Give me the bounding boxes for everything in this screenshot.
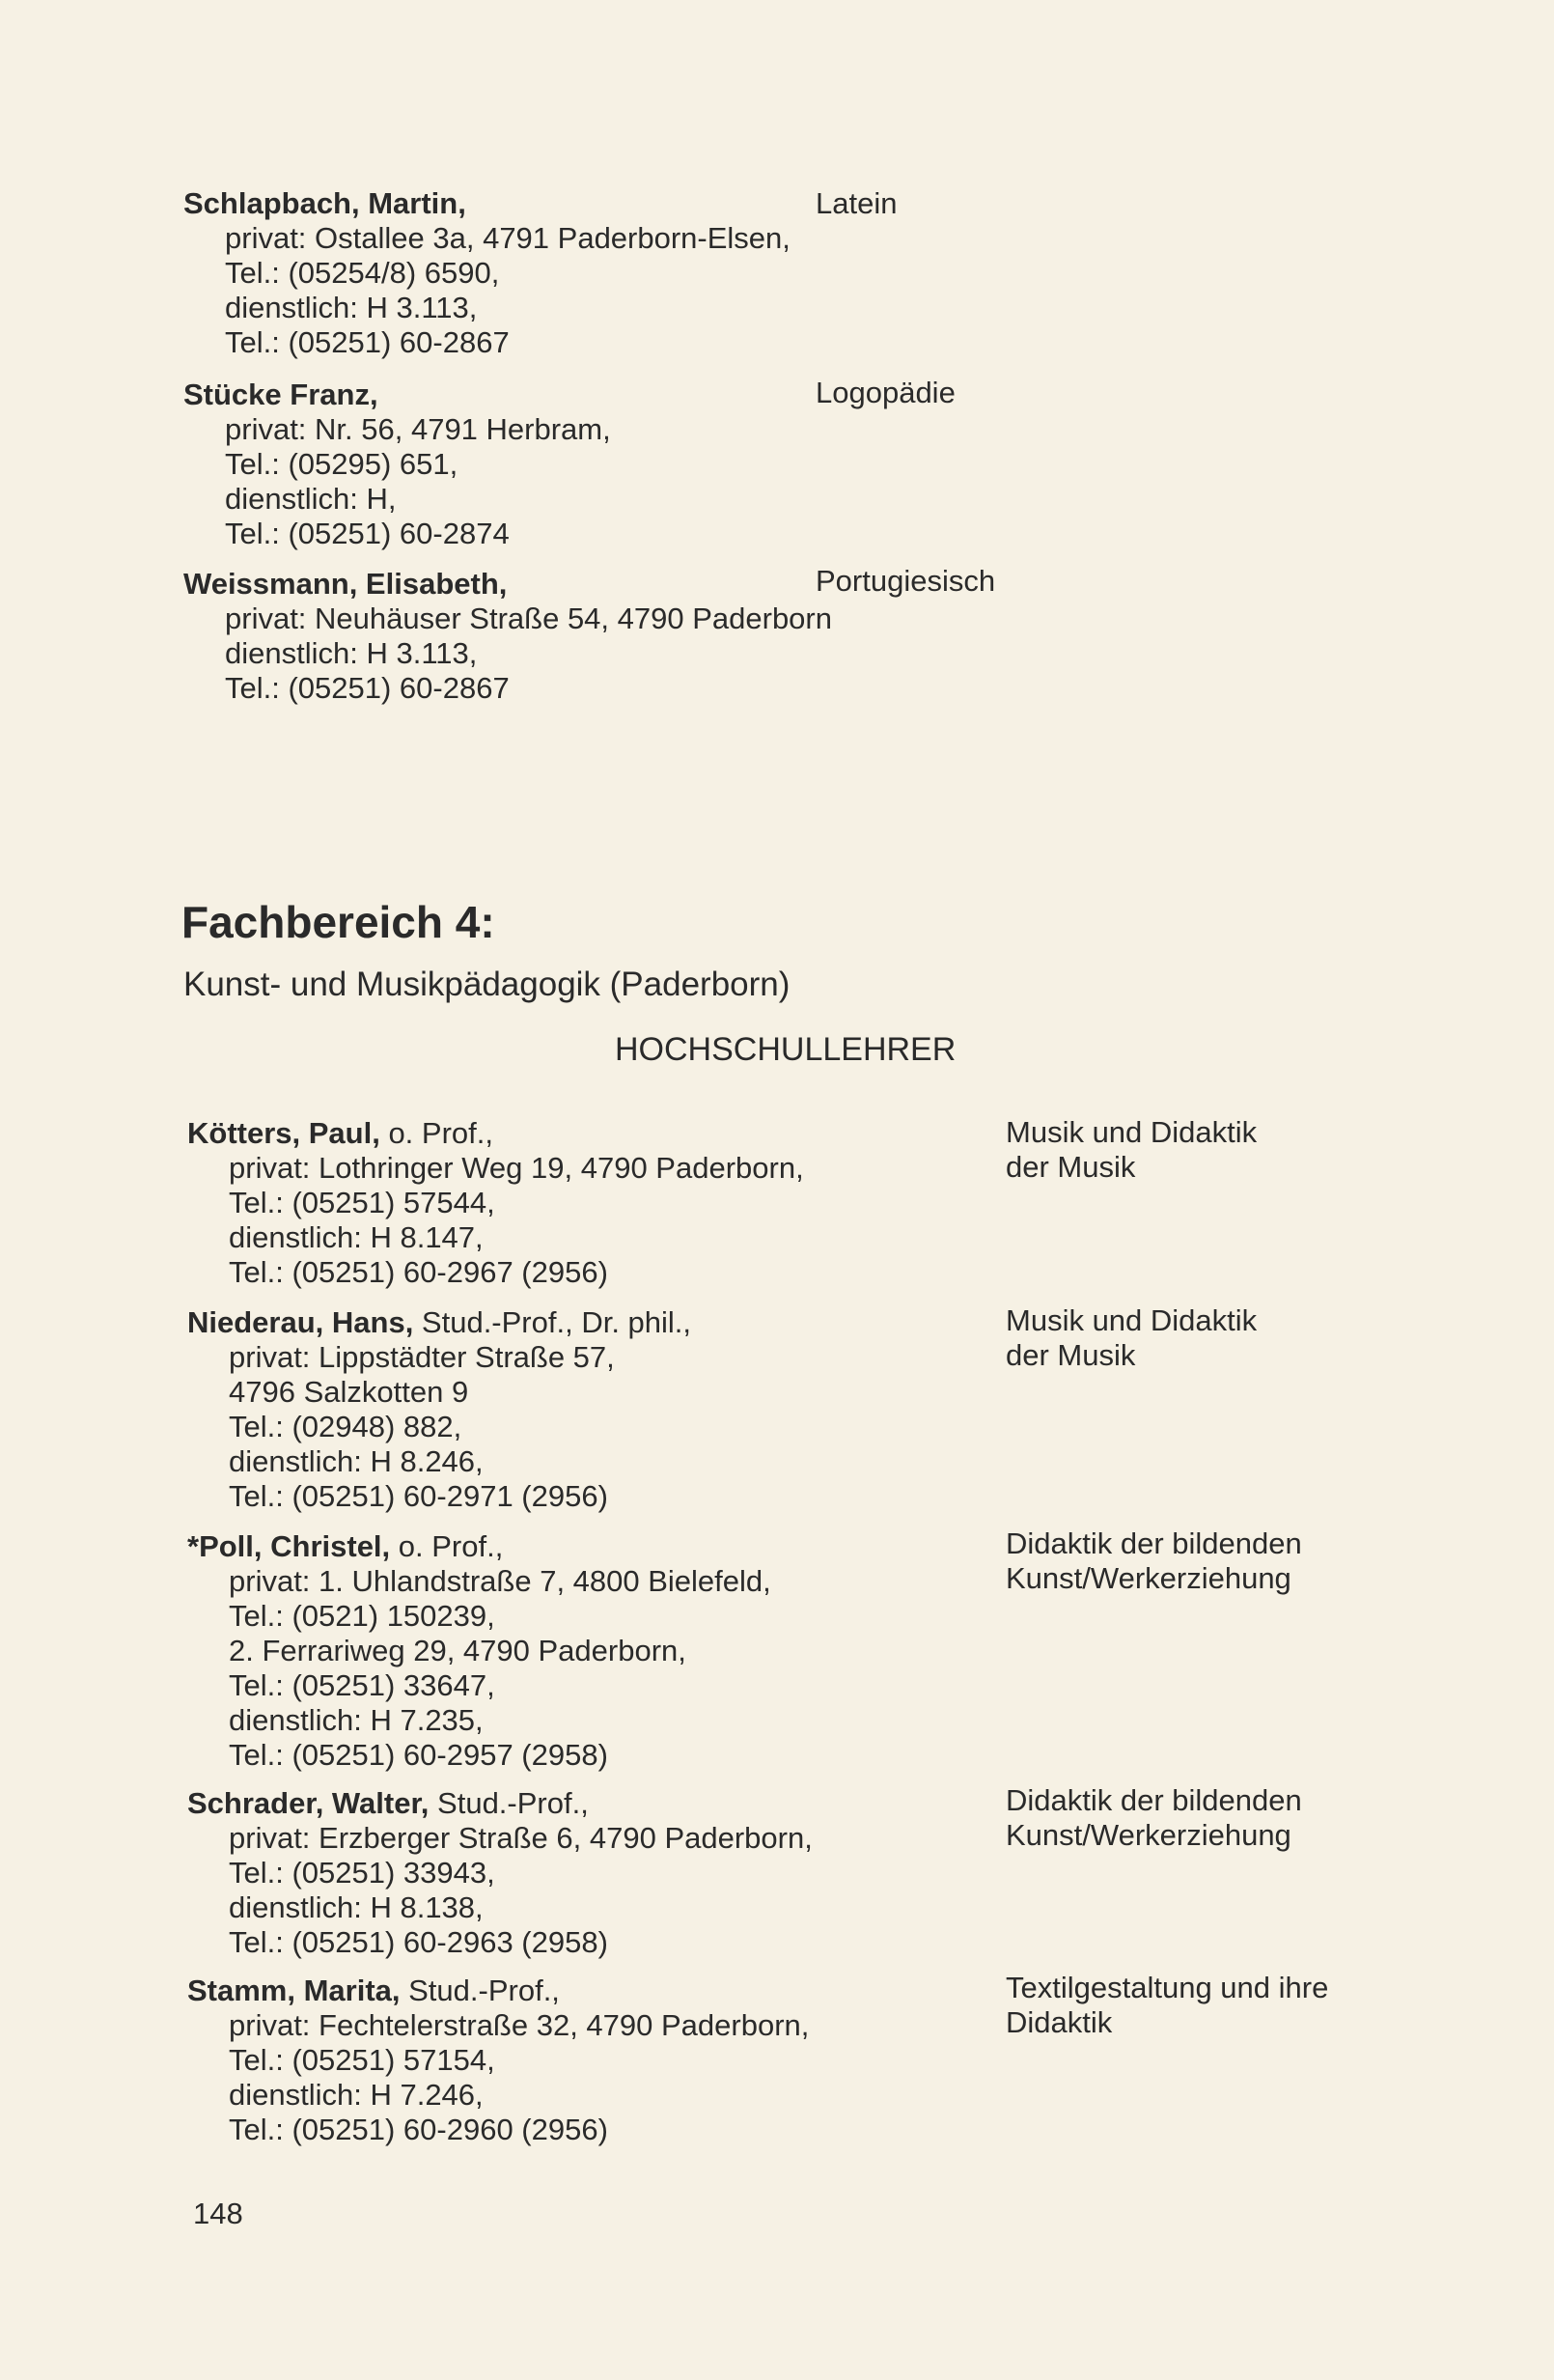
- phone-line: Tel.: (05251) 60-2960 (2956): [229, 2113, 608, 2146]
- address-line: 4796 Salzkotten 9: [229, 1375, 469, 1409]
- staff-entry: [187, 1116, 1539, 1290]
- subject-line: Musik und Didaktik: [1006, 1303, 1258, 1337]
- person-title: Stud.-Prof.,: [429, 1786, 589, 1820]
- address-line: privat: 1. Uhlandstraße 7, 4800 Bielefeld,: [229, 1564, 771, 1598]
- phone-line: Tel.: (05251) 60-2967 (2956): [229, 1255, 608, 1289]
- subject-line: Kunst/Werkerziehung: [1006, 1818, 1291, 1852]
- office-line: dienstlich: H 8.138,: [229, 1890, 484, 1924]
- staff-entry: [187, 1974, 1539, 2147]
- address-line: privat: Fechtelerstraße 32, 4790 Paderborn,: [229, 2008, 810, 2042]
- office-line: dienstlich: H 7.235,: [229, 1703, 484, 1737]
- phone-line: Tel.: (05251) 60-2971 (2956): [229, 1479, 608, 1513]
- office-line: dienstlich: H 7.246,: [229, 2078, 484, 2112]
- subject-line: der Musik: [1006, 1150, 1136, 1184]
- address-line: privat: Lippstädter Straße 57,: [229, 1340, 615, 1374]
- person-name: Schlapbach, Martin,: [183, 186, 466, 220]
- subject-line: der Musik: [1006, 1338, 1136, 1372]
- phone-line: Tel.: (05251) 60-2963 (2958): [229, 1925, 608, 1959]
- subject-line: Didaktik der bildenden: [1006, 1526, 1302, 1560]
- staff-entry: [187, 1305, 1539, 1514]
- entry-header: [187, 1786, 1539, 1821]
- person-title: Stud.-Prof., Dr. phil.,: [413, 1305, 692, 1339]
- phone-line: Tel.: (05251) 33943,: [229, 1856, 495, 1890]
- phone-line: Tel.: (05251) 33647,: [229, 1668, 495, 1702]
- person-name: Stücke Franz,: [183, 378, 378, 411]
- entry-header: [187, 1116, 1539, 1151]
- subject-label: [1006, 1526, 1302, 1596]
- subject-label: [1006, 1971, 1328, 2040]
- subject-label: [1006, 1783, 1302, 1853]
- subject-label: [816, 186, 897, 221]
- person-title: Stud.-Prof.,: [400, 1974, 560, 2007]
- subject-line: Portugiesisch: [816, 564, 996, 598]
- staff-entry: [187, 1786, 1539, 1960]
- phone-line: Tel.: (05251) 60-2867: [225, 325, 510, 359]
- person-name: Weissmann, Elisabeth,: [183, 567, 508, 601]
- address-line: privat: Erzberger Straße 6, 4790 Paderborn,: [229, 1821, 813, 1855]
- subject-line: Didaktik: [1006, 2005, 1113, 2039]
- office-line: dienstlich: H 8.246,: [229, 1444, 484, 1478]
- phone-line: Tel.: (02948) 882,: [229, 1410, 462, 1443]
- phone-line: Tel.: (05251) 60-2867: [225, 671, 510, 705]
- section-title: Fachbereich 4:: [181, 897, 495, 947]
- subject-line: Musik und Didaktik: [1006, 1115, 1258, 1149]
- person-title: o. Prof.,: [390, 1529, 504, 1563]
- address-line: privat: Nr. 56, 4791 Herbram,: [225, 412, 611, 446]
- phone-line: Tel.: (05251) 60-2874: [225, 517, 510, 550]
- person-name: Schrader, Walter,: [187, 1786, 430, 1820]
- person-name: Niederau, Hans,: [187, 1305, 414, 1339]
- subject-label: [816, 564, 995, 599]
- entry-header: [187, 1974, 1539, 2008]
- office-line: dienstlich: H 3.113,: [225, 291, 478, 324]
- person-name: Stamm, Marita,: [187, 1974, 401, 2007]
- person-name: *Poll, Christel,: [187, 1529, 391, 1563]
- subject-label: [816, 376, 956, 410]
- address-line: privat: Ostallee 3a, 4791 Paderborn-Elsen,: [225, 221, 791, 255]
- person-name: Kötters, Paul,: [187, 1116, 380, 1150]
- page-number: 148: [193, 2197, 243, 2230]
- phone-line: Tel.: (05254/8) 6590,: [225, 256, 500, 290]
- section-subtitle: Kunst- und Musikpädagogik (Paderborn): [183, 966, 791, 1003]
- phone-line: Tel.: (05251) 57544,: [229, 1186, 495, 1219]
- subject-line: Didaktik der bildenden: [1006, 1783, 1302, 1817]
- staff-entry: [187, 1529, 1539, 1773]
- phone-line: Tel.: (05251) 57154,: [229, 2043, 495, 2077]
- address-line: privat: Neuhäuser Straße 54, 4790 Paderborn: [225, 602, 832, 635]
- office-line: dienstlich: H,: [225, 482, 397, 516]
- subject-line: Kunst/Werkerziehung: [1006, 1561, 1291, 1595]
- subject-line: Logopädie: [816, 376, 956, 409]
- phone-line: Tel.: (05295) 651,: [225, 447, 458, 481]
- subject-label: [1006, 1303, 1257, 1373]
- entry-header: [187, 1529, 1539, 1564]
- subject-line: Textilgestaltung und ihre: [1006, 1971, 1329, 2004]
- entry-header: [187, 1305, 1539, 1340]
- group-heading: HOCHSCHULLEHRER: [615, 1031, 957, 1068]
- subject-line: Latein: [816, 186, 898, 220]
- address-line: 2. Ferrariweg 29, 4790 Paderborn,: [229, 1634, 686, 1667]
- office-line: dienstlich: H 3.113,: [225, 636, 478, 670]
- person-title: o. Prof.,: [379, 1116, 493, 1150]
- phone-line: Tel.: (0521) 150239,: [229, 1599, 495, 1633]
- office-line: dienstlich: H 8.147,: [229, 1220, 484, 1254]
- subject-label: [1006, 1115, 1257, 1185]
- phone-line: Tel.: (05251) 60-2957 (2958): [229, 1738, 608, 1772]
- address-line: privat: Lothringer Weg 19, 4790 Paderborn,: [229, 1151, 804, 1185]
